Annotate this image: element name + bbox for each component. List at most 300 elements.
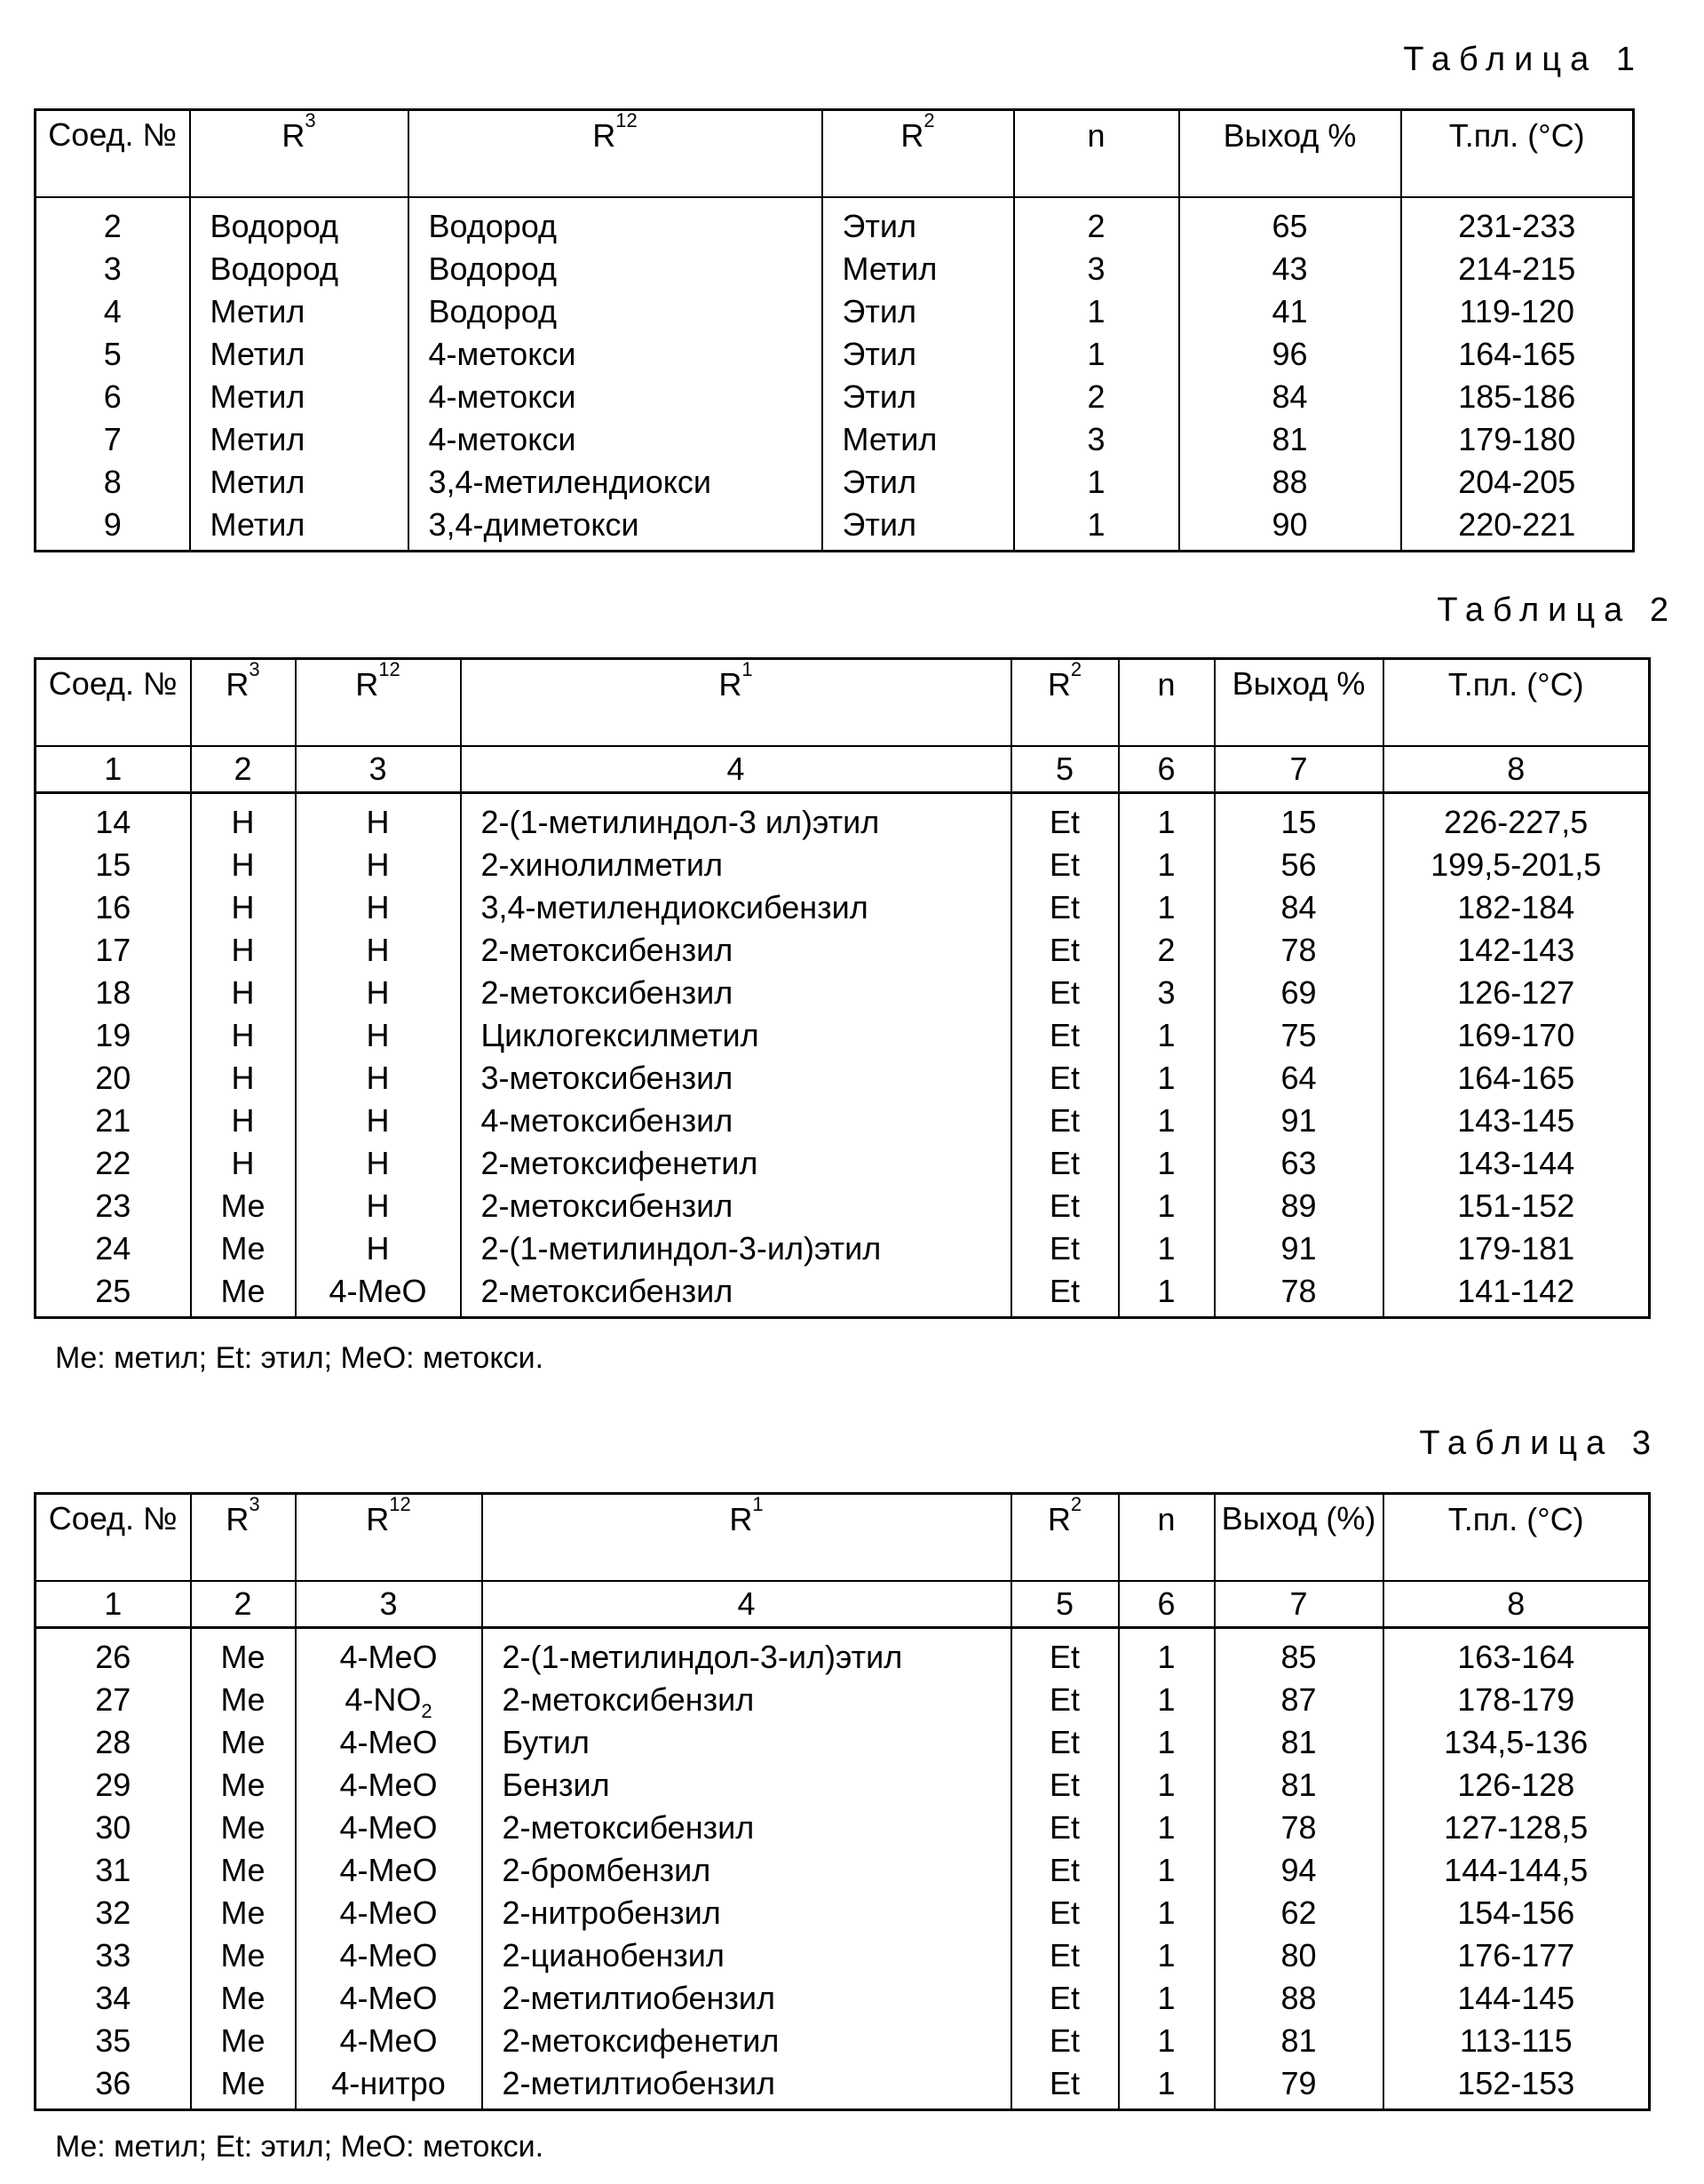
- cell-mp: 176-177: [1383, 1934, 1650, 1977]
- cell-n: 1: [1119, 2062, 1215, 2110]
- header-compound-no: Соед. №: [36, 659, 191, 746]
- header-r12: $R^{12}$: [296, 1494, 482, 1581]
- cell-r3: Me: [191, 1185, 296, 1227]
- cell-r3: H: [191, 929, 296, 972]
- cell-n: 1: [1119, 1679, 1215, 1721]
- cell-r2: Этил: [822, 290, 1014, 333]
- column-number-row: [36, 746, 1650, 793]
- cell-yield: 89: [1215, 1185, 1383, 1227]
- cell-r3: Me: [191, 1721, 296, 1764]
- cell-r12: [296, 1892, 482, 1934]
- cell-r12-text: 4-NO: [345, 1680, 422, 1718]
- cell-r2: Et: [1011, 929, 1119, 972]
- cell-no: 25: [36, 1270, 191, 1318]
- header-mp: Т.пл. (°С): [1383, 659, 1650, 746]
- cell-n: 1: [1119, 1057, 1215, 1100]
- column-number: 7: [1215, 1581, 1383, 1628]
- cell-no: 18: [36, 972, 191, 1014]
- header-r2: $R^2$: [1011, 659, 1119, 746]
- cell-r1: 2-метоксифенетил: [461, 1142, 1011, 1185]
- cell-no: 16: [36, 886, 191, 929]
- cell-yield: 64: [1215, 1057, 1383, 1100]
- cell-mp: 126-128: [1383, 1764, 1650, 1807]
- table3-caption: Таблица 3: [1419, 1425, 1660, 1462]
- cell-n: 1: [1119, 1270, 1215, 1318]
- cell-r2: Этил: [822, 333, 1014, 376]
- cell-r3: Me: [191, 1849, 296, 1892]
- table-row: [36, 504, 1634, 552]
- cell-r3: H: [191, 844, 296, 886]
- cell-r2: Et: [1011, 1934, 1119, 1977]
- cell-r12-text: 4-MeO: [339, 1808, 438, 1846]
- cell-r12: [296, 1977, 482, 2020]
- cell-r2: Этил: [822, 504, 1014, 552]
- cell-no: 15: [36, 844, 191, 886]
- table-row: [36, 1679, 1650, 1721]
- cell-n: 1: [1119, 1014, 1215, 1057]
- cell-r12: H: [296, 886, 461, 929]
- cell-yield: 87: [1215, 1679, 1383, 1721]
- cell-r1: 4-метоксибензил: [461, 1100, 1011, 1142]
- cell-mp: 164-165: [1401, 333, 1634, 376]
- cell-n: 2: [1014, 376, 1179, 418]
- cell-yield: 62: [1215, 1892, 1383, 1934]
- cell-r1: 2-хинолилметил: [461, 844, 1011, 886]
- cell-r2: Этил: [822, 461, 1014, 504]
- cell-r3: Me: [191, 1227, 296, 1270]
- header-n: n: [1014, 110, 1179, 197]
- column-number: 7: [1215, 746, 1383, 793]
- cell-n: 1: [1014, 290, 1179, 333]
- cell-r1: 2-метоксибензил: [461, 1270, 1011, 1318]
- cell-r3: Метил: [190, 418, 408, 461]
- table2-abbreviation-note: Me: метил; Et: этил; MeO: метокси.: [55, 1341, 544, 1375]
- cell-r3: Me: [191, 1807, 296, 1849]
- cell-r3: H: [191, 886, 296, 929]
- header-r1: $R^1$: [482, 1494, 1011, 1581]
- cell-r12: Водород: [408, 248, 822, 290]
- cell-r12-text: 4-MeO: [339, 1766, 438, 1803]
- cell-yield: 81: [1215, 1764, 1383, 1807]
- cell-yield: 85: [1215, 1627, 1383, 1679]
- cell-r2: Et: [1011, 1014, 1119, 1057]
- table-row: [36, 2062, 1650, 2110]
- cell-r3: Me: [191, 1270, 296, 1318]
- cell-r12: H: [296, 1142, 461, 1185]
- cell-r12: [296, 2020, 482, 2062]
- cell-no: 27: [36, 1679, 191, 1721]
- cell-no: 7: [36, 418, 190, 461]
- cell-yield: 79: [1215, 2062, 1383, 2110]
- header-compound-no: Соед. №: [36, 110, 190, 197]
- table-row: [36, 1721, 1650, 1764]
- header-r3: $R^3$: [191, 659, 296, 746]
- cell-no: 21: [36, 1100, 191, 1142]
- table-row: [36, 418, 1634, 461]
- cell-r3: Метил: [190, 333, 408, 376]
- cell-r1: 2-метоксифенетил: [482, 2020, 1011, 2062]
- column-number-row: [36, 1581, 1650, 1628]
- header-n: n: [1119, 1494, 1215, 1581]
- cell-mp: 144-145: [1383, 1977, 1650, 2020]
- cell-no: 28: [36, 1721, 191, 1764]
- cell-no: 31: [36, 1849, 191, 1892]
- cell-r3: Метил: [190, 504, 408, 552]
- header-yield: Выход (%): [1215, 1494, 1383, 1581]
- cell-mp: 127-128,5: [1383, 1807, 1650, 1849]
- table-row: [36, 792, 1650, 844]
- cell-n: 1: [1119, 2020, 1215, 2062]
- cell-yield: 78: [1215, 1807, 1383, 1849]
- cell-no: 32: [36, 1892, 191, 1934]
- cell-r12-subscript: 2: [421, 1699, 432, 1722]
- cell-n: 1: [1119, 1807, 1215, 1849]
- cell-n: 1: [1119, 1849, 1215, 1892]
- header-r3: $R^3$: [191, 1494, 296, 1581]
- cell-yield: 69: [1215, 972, 1383, 1014]
- table-row: [36, 1892, 1650, 1934]
- table-row: [36, 1185, 1650, 1227]
- table3-abbreviation-note: Me: метил; Et: этил; MeO: метокси.: [55, 2130, 544, 2164]
- cell-r12: H: [296, 1057, 461, 1100]
- table-row: [36, 333, 1634, 376]
- cell-r12: 4-метокси: [408, 376, 822, 418]
- cell-no: 3: [36, 248, 190, 290]
- cell-r1: 2-бромбензил: [482, 1849, 1011, 1892]
- cell-no: 34: [36, 1977, 191, 2020]
- cell-r3: Водород: [190, 197, 408, 248]
- cell-yield: 88: [1215, 1977, 1383, 2020]
- column-number: 2: [191, 746, 296, 793]
- cell-r12: [296, 1627, 482, 1679]
- cell-r3: Me: [191, 2020, 296, 2062]
- column-number: 6: [1119, 1581, 1215, 1628]
- cell-r2: Et: [1011, 886, 1119, 929]
- cell-r12: 3,4-диметокси: [408, 504, 822, 552]
- cell-r3: Me: [191, 1977, 296, 2020]
- cell-r1: 2-(1-метилиндол-3 ил)этил: [461, 792, 1011, 844]
- cell-r2: Et: [1011, 2020, 1119, 2062]
- cell-r2: Et: [1011, 1977, 1119, 2020]
- cell-mp: 199,5-201,5: [1383, 844, 1650, 886]
- cell-r2: Этил: [822, 197, 1014, 248]
- cell-r12: [296, 1849, 482, 1892]
- cell-r3: Me: [191, 1627, 296, 1679]
- cell-mp: 143-144: [1383, 1142, 1650, 1185]
- table-row: [36, 929, 1650, 972]
- cell-r12-text: 4-MeO: [339, 1936, 438, 1974]
- cell-r1: 2-метоксибензил: [461, 972, 1011, 1014]
- cell-yield: 81: [1179, 418, 1401, 461]
- header-yield: Выход %: [1215, 659, 1383, 746]
- cell-yield: 91: [1215, 1227, 1383, 1270]
- cell-r12-text: 4-MeO: [339, 2021, 438, 2059]
- cell-mp: 182-184: [1383, 886, 1650, 929]
- header-r2: $R^2$: [822, 110, 1014, 197]
- cell-r3: Водород: [190, 248, 408, 290]
- cell-r2: Et: [1011, 1100, 1119, 1142]
- cell-mp: 141-142: [1383, 1270, 1650, 1318]
- table-row: [36, 248, 1634, 290]
- cell-r1: 3,4-метилендиоксибензил: [461, 886, 1011, 929]
- cell-yield: 41: [1179, 290, 1401, 333]
- column-number: 6: [1119, 746, 1215, 793]
- column-number: 3: [296, 746, 461, 793]
- cell-r1: Циклогексилметил: [461, 1014, 1011, 1057]
- cell-no: 14: [36, 792, 191, 844]
- cell-r12: 3,4-метилендиокси: [408, 461, 822, 504]
- header-r2: $R^2$: [1011, 1494, 1119, 1581]
- cell-r2: Et: [1011, 1185, 1119, 1227]
- table1: [34, 108, 1635, 552]
- header-r12: $R^{12}$: [408, 110, 822, 197]
- header-yield: Выход %: [1179, 110, 1401, 197]
- table-row: [36, 1100, 1650, 1142]
- cell-mp: 214-215: [1401, 248, 1634, 290]
- column-number: 4: [482, 1581, 1011, 1628]
- cell-r12: [296, 1807, 482, 1849]
- cell-mp: 204-205: [1401, 461, 1634, 504]
- cell-no: 17: [36, 929, 191, 972]
- cell-r2: Et: [1011, 1849, 1119, 1892]
- column-number: 1: [36, 1581, 191, 1628]
- cell-no: 9: [36, 504, 190, 552]
- cell-no: 4: [36, 290, 190, 333]
- cell-n: 1: [1119, 1892, 1215, 1934]
- cell-mp: 134,5-136: [1383, 1721, 1650, 1764]
- cell-r12-text: 4-MeO: [339, 1894, 438, 1931]
- column-number: 3: [296, 1581, 482, 1628]
- cell-r2: Et: [1011, 1892, 1119, 1934]
- table-row: [36, 972, 1650, 1014]
- cell-r3: Метил: [190, 461, 408, 504]
- table-row: [36, 2020, 1650, 2062]
- cell-yield: 84: [1179, 376, 1401, 418]
- cell-yield: 78: [1215, 929, 1383, 972]
- cell-mp: 179-180: [1401, 418, 1634, 461]
- table-row: [36, 1270, 1650, 1318]
- cell-r3: H: [191, 1057, 296, 1100]
- cell-mp: 144-144,5: [1383, 1849, 1650, 1892]
- header-mp: Т.пл. (°С): [1401, 110, 1634, 197]
- cell-n: 3: [1014, 418, 1179, 461]
- cell-r12: H: [296, 972, 461, 1014]
- cell-r1: 2-метоксибензил: [461, 929, 1011, 972]
- cell-no: 36: [36, 2062, 191, 2110]
- column-number: 5: [1011, 1581, 1119, 1628]
- cell-r3: Метил: [190, 376, 408, 418]
- cell-yield: 96: [1179, 333, 1401, 376]
- cell-r12-text: 4-MeO: [339, 1979, 438, 2016]
- table-row: [36, 1627, 1650, 1679]
- cell-yield: 56: [1215, 844, 1383, 886]
- cell-mp: 220-221: [1401, 504, 1634, 552]
- table-row: [36, 461, 1634, 504]
- cell-r1: 2-цианобензил: [482, 1934, 1011, 1977]
- cell-r12: H: [296, 1100, 461, 1142]
- cell-mp: 126-127: [1383, 972, 1650, 1014]
- header-n: n: [1119, 659, 1215, 746]
- table-row: [36, 1934, 1650, 1977]
- cell-r12: H: [296, 929, 461, 972]
- cell-n: 1: [1119, 1934, 1215, 1977]
- cell-n: 1: [1014, 333, 1179, 376]
- cell-r12: 4-MeO: [296, 1270, 461, 1318]
- cell-r2: Et: [1011, 1764, 1119, 1807]
- cell-n: 1: [1119, 792, 1215, 844]
- cell-n: 3: [1119, 972, 1215, 1014]
- cell-r3: Me: [191, 1764, 296, 1807]
- cell-r12-text: 4-нитро: [331, 2064, 446, 2101]
- cell-no: 35: [36, 2020, 191, 2062]
- cell-mp: 169-170: [1383, 1014, 1650, 1057]
- table-row: [36, 1227, 1650, 1270]
- cell-yield: 90: [1179, 504, 1401, 552]
- cell-yield: 81: [1215, 1721, 1383, 1764]
- cell-r1: 2-метилтиобензил: [482, 2062, 1011, 2110]
- column-number: 5: [1011, 746, 1119, 793]
- cell-r1: 3-метоксибензил: [461, 1057, 1011, 1100]
- table-row: [36, 886, 1650, 929]
- cell-no: 8: [36, 461, 190, 504]
- cell-r2: Et: [1011, 2062, 1119, 2110]
- cell-r12: H: [296, 1014, 461, 1057]
- table-row: [36, 1807, 1650, 1849]
- cell-no: 19: [36, 1014, 191, 1057]
- cell-r2: Et: [1011, 792, 1119, 844]
- table-row: [36, 1849, 1650, 1892]
- column-number: 8: [1383, 1581, 1650, 1628]
- cell-mp: 142-143: [1383, 929, 1650, 972]
- cell-r12-text: 4-MeO: [339, 1851, 438, 1888]
- cell-n: 2: [1119, 929, 1215, 972]
- cell-mp: 178-179: [1383, 1679, 1650, 1721]
- cell-r12: Водород: [408, 197, 822, 248]
- table3: [34, 1492, 1651, 2111]
- cell-r12: H: [296, 1227, 461, 1270]
- cell-r12: H: [296, 792, 461, 844]
- cell-yield: 75: [1215, 1014, 1383, 1057]
- header-r12: $R^{12}$: [296, 659, 461, 746]
- cell-n: 3: [1014, 248, 1179, 290]
- cell-mp: 152-153: [1383, 2062, 1650, 2110]
- table1-caption: Таблица 1: [1403, 41, 1644, 78]
- column-number: 4: [461, 746, 1011, 793]
- cell-mp: 164-165: [1383, 1057, 1650, 1100]
- cell-r2: Et: [1011, 1142, 1119, 1185]
- cell-r2: Et: [1011, 1679, 1119, 1721]
- cell-n: 1: [1119, 1764, 1215, 1807]
- cell-r2: Et: [1011, 1627, 1119, 1679]
- cell-r12: [296, 1934, 482, 1977]
- table2-caption: Таблица 2: [1437, 592, 1677, 629]
- cell-no: 29: [36, 1764, 191, 1807]
- cell-no: 22: [36, 1142, 191, 1185]
- cell-yield: 63: [1215, 1142, 1383, 1185]
- cell-r2: Et: [1011, 1057, 1119, 1100]
- cell-yield: 91: [1215, 1100, 1383, 1142]
- cell-n: 1: [1119, 1100, 1215, 1142]
- cell-r12: H: [296, 1185, 461, 1227]
- cell-r2: Этил: [822, 376, 1014, 418]
- cell-r1: 2-нитробензил: [482, 1892, 1011, 1934]
- cell-r3: Me: [191, 1934, 296, 1977]
- cell-r2: Et: [1011, 1270, 1119, 1318]
- cell-r3: H: [191, 1142, 296, 1185]
- cell-r2: Et: [1011, 972, 1119, 1014]
- cell-yield: 65: [1179, 197, 1401, 248]
- header-compound-no: Соед. №: [36, 1494, 191, 1581]
- cell-r12-text: 4-MeO: [339, 1638, 438, 1675]
- cell-yield: 80: [1215, 1934, 1383, 1977]
- cell-r1: 2-метилтиобензил: [482, 1977, 1011, 2020]
- table-row: [36, 1014, 1650, 1057]
- cell-r3: H: [191, 972, 296, 1014]
- table-row: [36, 290, 1634, 333]
- cell-no: 2: [36, 197, 190, 248]
- cell-n: 1: [1119, 844, 1215, 886]
- cell-yield: 78: [1215, 1270, 1383, 1318]
- cell-r2: Метил: [822, 248, 1014, 290]
- cell-no: 5: [36, 333, 190, 376]
- cell-r3: Метил: [190, 290, 408, 333]
- cell-yield: 88: [1179, 461, 1401, 504]
- cell-r12: [296, 2062, 482, 2110]
- cell-r12: [296, 1721, 482, 1764]
- table-row: [36, 197, 1634, 248]
- cell-r3: H: [191, 1014, 296, 1057]
- cell-no: 26: [36, 1627, 191, 1679]
- cell-no: 23: [36, 1185, 191, 1227]
- cell-r12: [296, 1764, 482, 1807]
- cell-n: 1: [1119, 1227, 1215, 1270]
- cell-n: 1: [1014, 461, 1179, 504]
- table-row: [36, 1977, 1650, 2020]
- cell-r3: H: [191, 792, 296, 844]
- cell-yield: 94: [1215, 1849, 1383, 1892]
- table-row: [36, 844, 1650, 886]
- cell-mp: 151-152: [1383, 1185, 1650, 1227]
- table-row: [36, 1764, 1650, 1807]
- table-row: [36, 376, 1634, 418]
- cell-r12: 4-метокси: [408, 418, 822, 461]
- column-number: 1: [36, 746, 191, 793]
- cell-n: 1: [1119, 1977, 1215, 2020]
- cell-mp: 154-156: [1383, 1892, 1650, 1934]
- cell-n: 1: [1119, 1142, 1215, 1185]
- table2: [34, 657, 1651, 1319]
- column-number: 8: [1383, 746, 1650, 793]
- header-mp: Т.пл. (°С): [1383, 1494, 1650, 1581]
- cell-r12: [296, 1679, 482, 1721]
- cell-mp: 179-181: [1383, 1227, 1650, 1270]
- cell-r12-text: 4-MeO: [339, 1723, 438, 1760]
- cell-n: 1: [1014, 504, 1179, 552]
- cell-mp: 143-145: [1383, 1100, 1650, 1142]
- cell-n: 1: [1119, 1721, 1215, 1764]
- cell-r1: 2-метоксибензил: [482, 1679, 1011, 1721]
- cell-mp: 185-186: [1401, 376, 1634, 418]
- cell-r1: Бутил: [482, 1721, 1011, 1764]
- column-number: 2: [191, 1581, 296, 1628]
- cell-r12: 4-метокси: [408, 333, 822, 376]
- cell-r1: 2-(1-метилиндол-3-ил)этил: [461, 1227, 1011, 1270]
- cell-n: 1: [1119, 1185, 1215, 1227]
- table-row: [36, 1057, 1650, 1100]
- cell-r3: Me: [191, 2062, 296, 2110]
- cell-mp: 163-164: [1383, 1627, 1650, 1679]
- cell-r3: Me: [191, 1892, 296, 1934]
